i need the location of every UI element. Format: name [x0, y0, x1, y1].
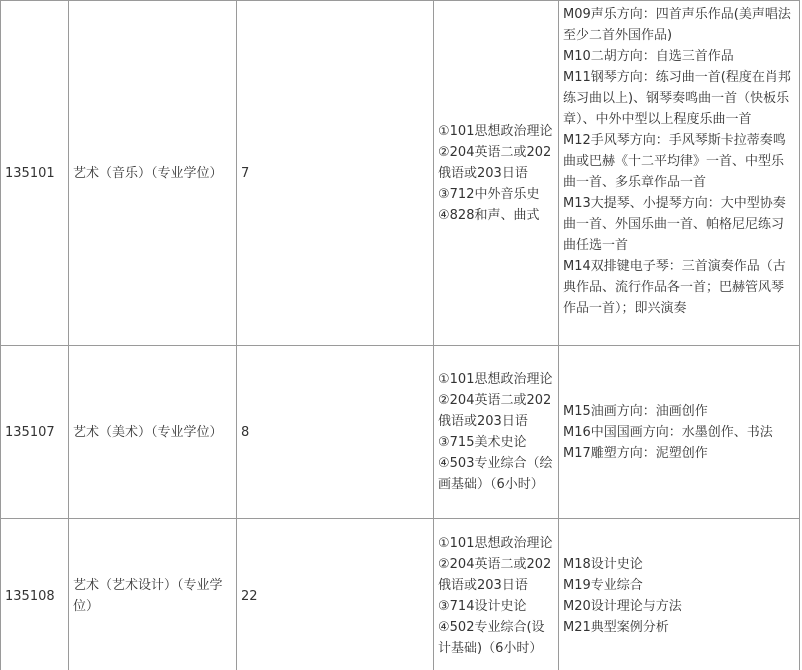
program-code-cell: [1, 519, 69, 670]
direction-item: M17雕塑方向：泥塑创作: [563, 445, 708, 461]
research-directions-cell: [559, 1, 800, 346]
exam-subject: ②204英语二或202俄语或203日语: [438, 393, 552, 429]
direction-item: M10二胡方向：自选三首作品: [563, 49, 734, 64]
direction-item: M19专业综合: [563, 578, 643, 593]
exam-subject: ④502专业综合(设计基础)（6小时）: [438, 620, 545, 656]
program-name-cell: [69, 1, 237, 346]
exam-subject: ②204英语二或202俄语或203日语: [438, 144, 552, 181]
exam-subject: ①101思想政治理论: [438, 536, 553, 551]
program-name-cell: [69, 519, 237, 670]
program-code: 135108: [5, 588, 55, 604]
exam-subject: ④828和声、曲式: [438, 207, 540, 223]
enrollment-count-cell: [237, 1, 434, 346]
direction-item: M16中国国画方向：水墨创作、书法: [563, 424, 773, 440]
exam-subject: ①101思想政治理论: [438, 372, 553, 387]
enrollment-count: 8: [241, 424, 250, 440]
program-name-cell: [69, 346, 237, 519]
table-row: [1, 346, 800, 519]
exam-subject: ③714设计史论: [438, 599, 527, 614]
exam-subjects-cell: [434, 519, 559, 670]
enrollment-count-cell: [237, 519, 434, 670]
exam-subject: ①101思想政治理论: [438, 123, 553, 139]
exam-subject: ③712中外音乐史: [438, 186, 540, 202]
program-code: 135107: [5, 424, 55, 440]
program-code-cell: [1, 1, 69, 346]
program-code: 135101: [5, 165, 55, 181]
program-name: 艺术（音乐）（专业学位）: [73, 165, 223, 181]
exam-subject: ④503专业综合（绘画基础）（6小时）: [438, 456, 553, 492]
direction-item: M20设计理论与方法: [563, 599, 682, 614]
exam-subject: ③715美术史论: [438, 435, 527, 450]
direction-item: M15油画方向：油画创作: [563, 403, 708, 419]
direction-item: M21典型案例分析: [563, 620, 669, 635]
direction-item: M12手风琴方向：手风琴斯卡拉蒂奏鸣曲或巴赫《十二平均律》一首、中型乐曲一首、多乐章作品一首: [563, 133, 786, 190]
table-row: [1, 1, 800, 346]
direction-item: M09声乐方向：四首声乐作品(美声唱法至少二首外国作品): [563, 7, 791, 43]
program-name: 艺术（艺术设计）（专业学位）: [73, 578, 223, 614]
program-code-cell: [1, 346, 69, 519]
research-directions-cell: [559, 346, 800, 519]
enrollment-count: 22: [241, 588, 258, 604]
direction-item: M13大提琴、小提琴方向：大中型协奏曲一首、外国乐曲一首、帕格尼尼练习曲任选一首: [563, 196, 786, 253]
exam-subject: ②204英语二或202俄语或203日语: [438, 557, 552, 593]
research-directions-cell: [559, 519, 800, 670]
table-row: [1, 519, 800, 670]
direction-item: M14双排键电子琴：三首演奏作品（古典作品、流行作品各一首；巴赫管风琴作品一首）；即兴演奏: [563, 259, 786, 316]
direction-item: M18设计史论: [563, 557, 643, 572]
enrollment-count: 7: [241, 165, 250, 181]
direction-item: M11钢琴方向：练习曲一首(程度在肖邦练习曲以上)、钢琴奏鸣曲一首（快板乐章）、中外中型以上程度乐曲一首: [563, 70, 791, 127]
exam-subjects-cell: [434, 1, 559, 346]
program-name: 艺术（美术）（专业学位）: [73, 424, 223, 440]
exam-subjects-cell: [434, 346, 559, 519]
enrollment-count-cell: [237, 346, 434, 519]
